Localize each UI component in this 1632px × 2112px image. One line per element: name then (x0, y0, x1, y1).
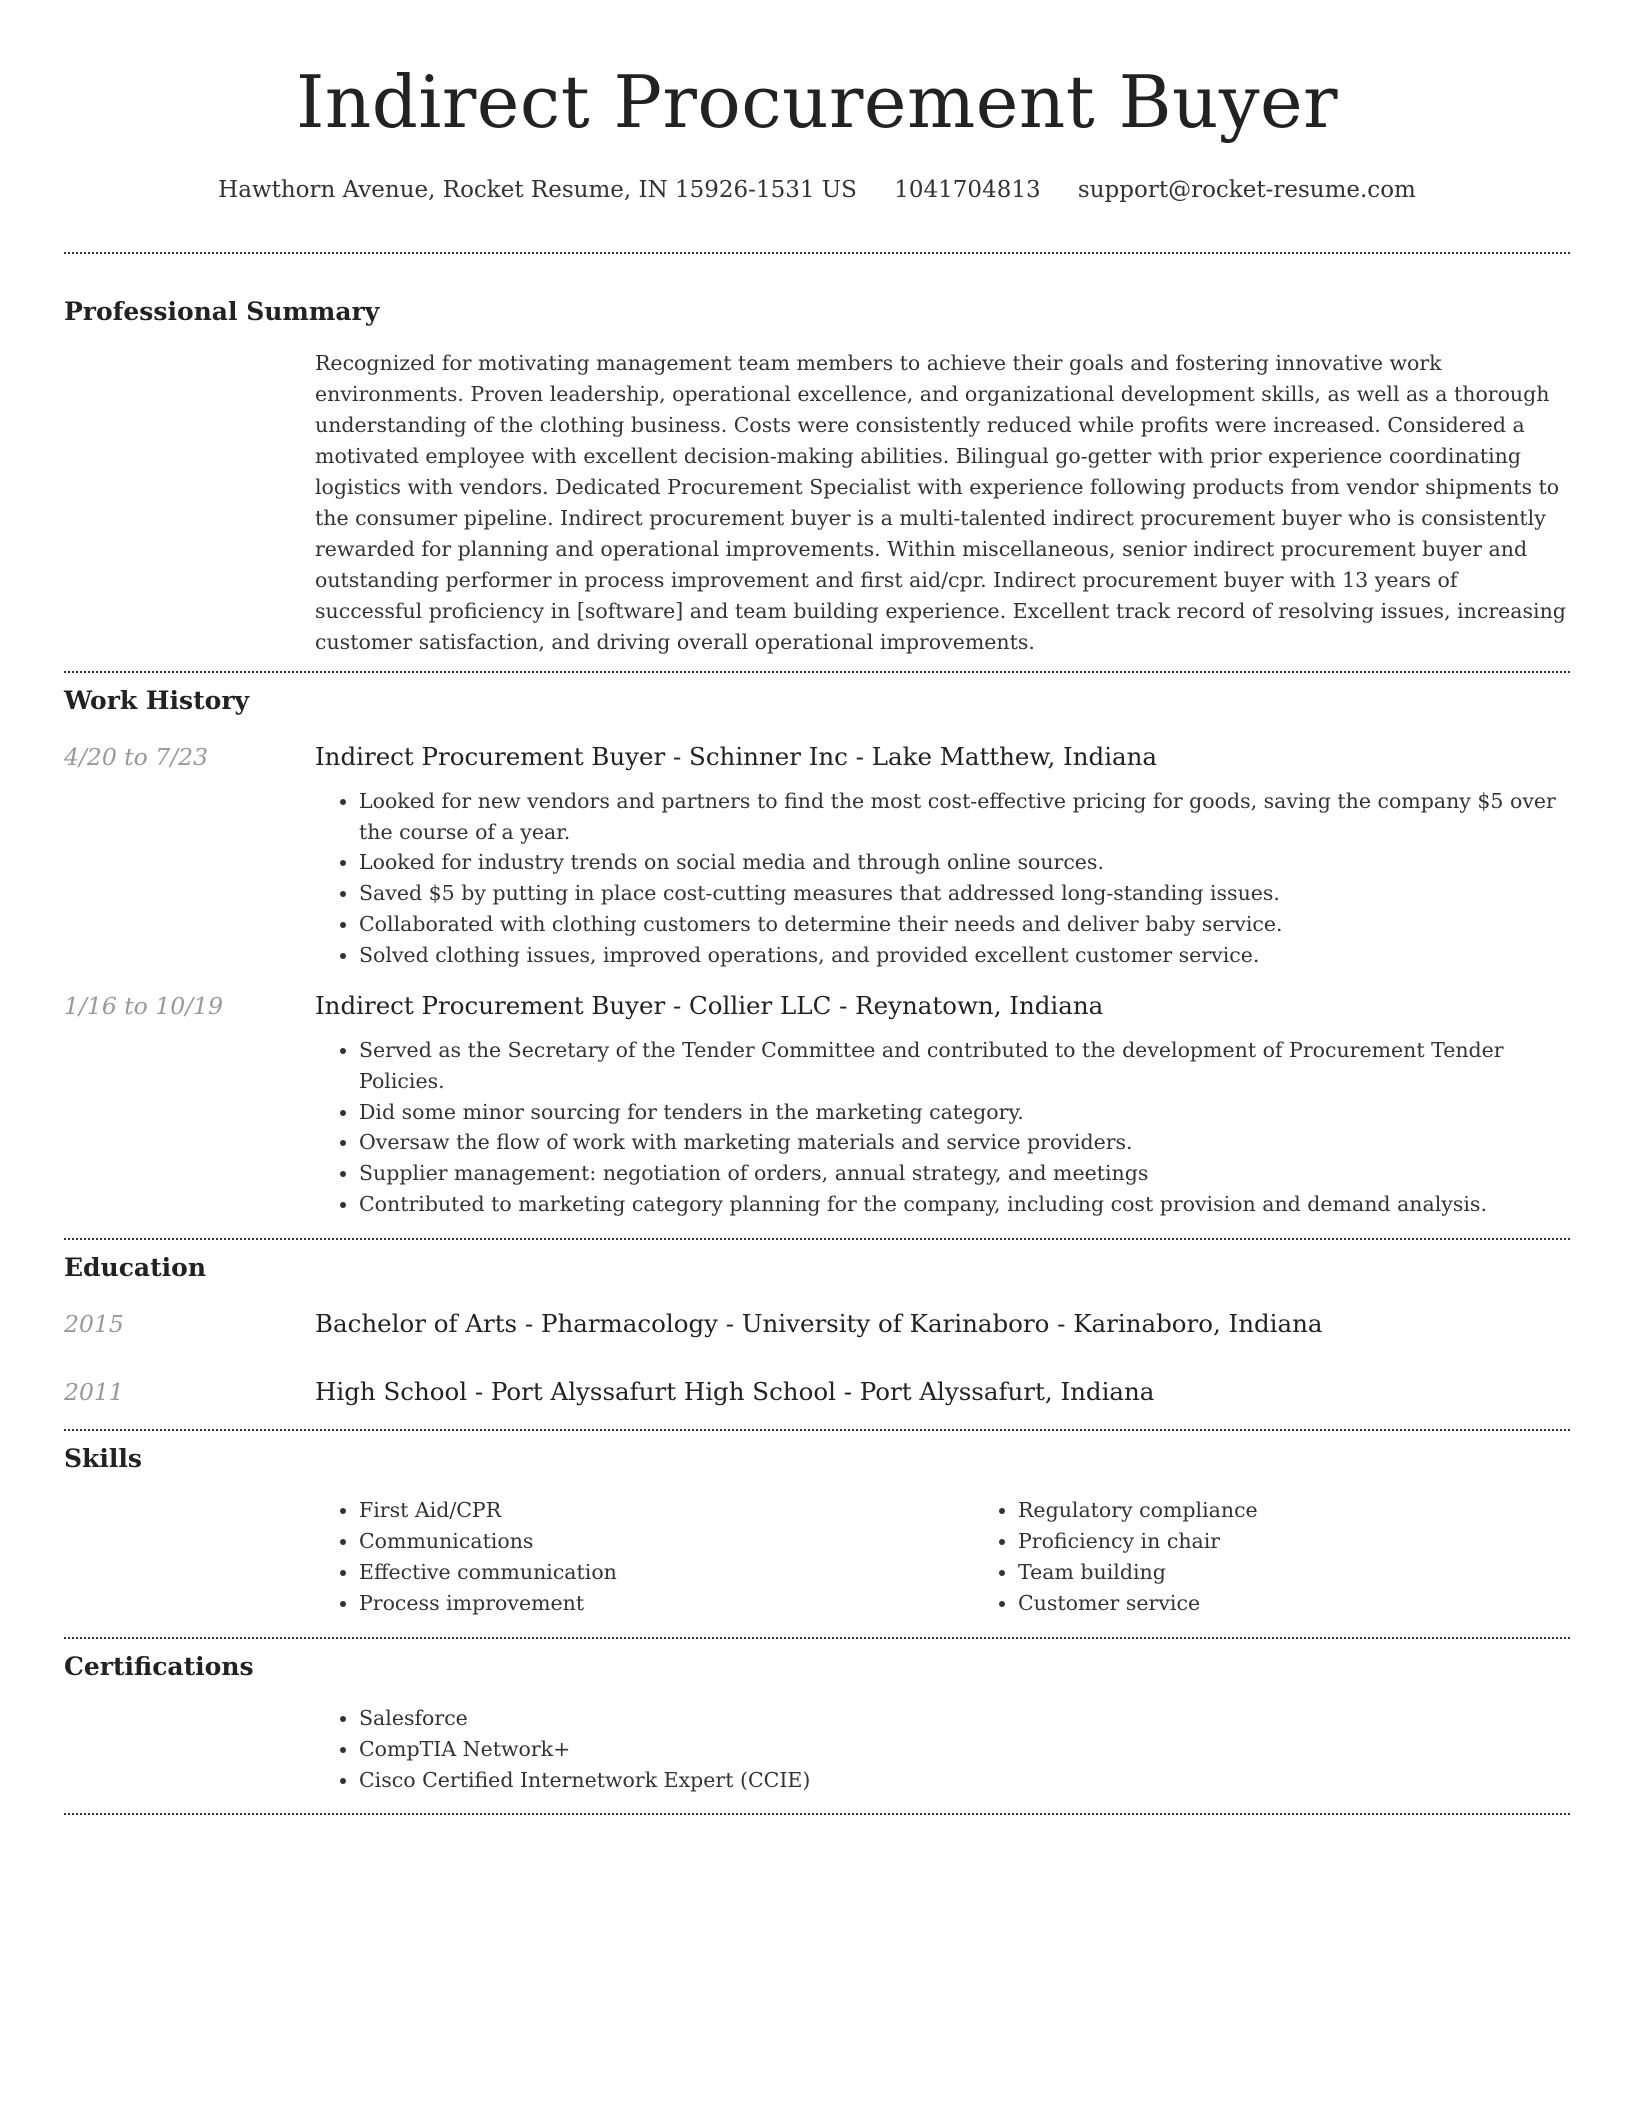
list-item: • Looked for industry trends on social media and through online sources. (359, 847, 1570, 878)
education-title: Education (64, 1253, 207, 1283)
job-dates: 1/16 to 10/19 (64, 992, 224, 1021)
certifications-list (315, 1703, 1570, 1795)
divider (64, 671, 1570, 673)
list-item: • Served as the Secretary of the Tender Committee and contributed to the development of Procurement Tender Policies. (359, 1035, 1570, 1096)
skills-list-left (315, 1495, 974, 1618)
list-item: • Salesforce (359, 1703, 1570, 1734)
education-section (64, 1251, 1570, 1409)
list-item: • Looked for new vendors and partners to find the most cost-effective pricing for goods, saving the company $5 over the course of a year. (359, 786, 1570, 847)
summary-title: Professional Summary (64, 297, 380, 326)
list-item: • Saved $5 by putting in place cost-cutting measures that addressed long-standing issues. (359, 878, 1570, 909)
skills-title: Skills (64, 1444, 142, 1474)
education-entry (64, 1375, 1570, 1409)
certifications-title: Certifications (64, 1652, 254, 1682)
job-entry (64, 989, 1570, 1219)
list-item: • Collaborated with clothing customers to determine their needs and deliver baby service. (359, 909, 1570, 940)
divider (64, 252, 1570, 254)
list-item: • Did some minor sourcing for tenders in the marketing category. (359, 1097, 1570, 1128)
list-item: • Solved clothing issues, improved operations, and provided excellent customer service. (359, 940, 1570, 971)
list-item: • First Aid/CPR (359, 1495, 974, 1526)
resume-page (64, 0, 1570, 1815)
contact-email: support@rocket-resume.com (1077, 177, 1416, 203)
list-item: • Team building (1018, 1557, 1632, 1588)
work-title: Work History (64, 686, 250, 715)
list-item: • Cisco Certified Internetwork Expert (CCIE) (359, 1765, 1570, 1796)
summary-section (64, 295, 1570, 658)
list-item: • Regulatory compliance (1018, 1495, 1632, 1526)
job-bullets (315, 786, 1570, 970)
list-item: • Oversaw the flow of work with marketing materials and service providers. (359, 1127, 1570, 1158)
summary-text: Recognized for motivating management team members to achieve their goals and fostering innovative work environments. Proven leadership, operational excellence, and organizational development skills, as well as a thorough understanding of the clothing business. Costs were consistently reduced while profits were increased. Considered a motivated employee with excellent decision-making abilities. Bilingual go-getter with prior experience coordinating logistics with vendors. Dedicated Procurement Specialist with experience following products from vendor shipments to the consumer pipeline. Indirect procurement buyer is a multi-talented indirect procurement buyer who is consistently rewarded for planning and operational improvements. Within miscellaneous, senior indirect procurement buyer and outstanding performer in process improvement and first aid/cpr. Indirect procurement buyer with 13 years of successful proficiency in [software] and team building experience. Excellent track record of resolving issues, increasing customer satisfaction, and driving overall operational improvements. (315, 351, 1566, 654)
education-entry (64, 1307, 1570, 1341)
skills-list-right (974, 1495, 1632, 1618)
resume-name: Indirect Procurement Buyer (295, 60, 1339, 144)
list-item: • Contributed to marketing category planning for the company, including cost provision and demand analysis. (359, 1189, 1570, 1220)
education-heading: High School - Port Alyssafurt High School - Port Alyssafurt, Indiana (315, 1377, 1155, 1407)
job-entry (64, 740, 1570, 970)
education-year: 2011 (64, 1378, 124, 1407)
education-year: 2015 (64, 1310, 124, 1339)
divider (64, 1238, 1570, 1240)
list-item: • Effective communication (359, 1557, 974, 1588)
contact-line (64, 174, 1570, 206)
list-item: • Supplier management: negotiation of orders, annual strategy, and meetings (359, 1158, 1570, 1189)
job-bullets (315, 1035, 1570, 1219)
job-heading: Indirect Procurement Buyer - Collier LLC - Reynatown, Indiana (315, 991, 1104, 1021)
skills-section (64, 1442, 1570, 1618)
list-item: • Proficiency in chair (1018, 1526, 1632, 1557)
certifications-section (64, 1650, 1570, 1795)
work-section (64, 684, 1570, 1219)
divider (64, 1813, 1570, 1815)
contact-phone: 1041704813 (894, 177, 1041, 203)
list-item: • Communications (359, 1526, 974, 1557)
list-item: • Process improvement (359, 1588, 974, 1619)
job-dates: 4/20 to 7/23 (64, 743, 209, 771)
divider (64, 1637, 1570, 1639)
education-heading: Bachelor of Arts - Pharmacology - University of Karinaboro - Karinaboro, Indiana (315, 1309, 1323, 1339)
contact-address: Hawthorn Avenue, Rocket Resume, IN 15926-1531 US (218, 177, 857, 203)
list-item: • CompTIA Network+ (359, 1734, 1570, 1765)
job-heading: Indirect Procurement Buyer - Schinner Inc - Lake Matthew, Indiana (315, 742, 1158, 771)
divider (64, 1429, 1570, 1431)
list-item: • Customer service (1018, 1588, 1632, 1619)
